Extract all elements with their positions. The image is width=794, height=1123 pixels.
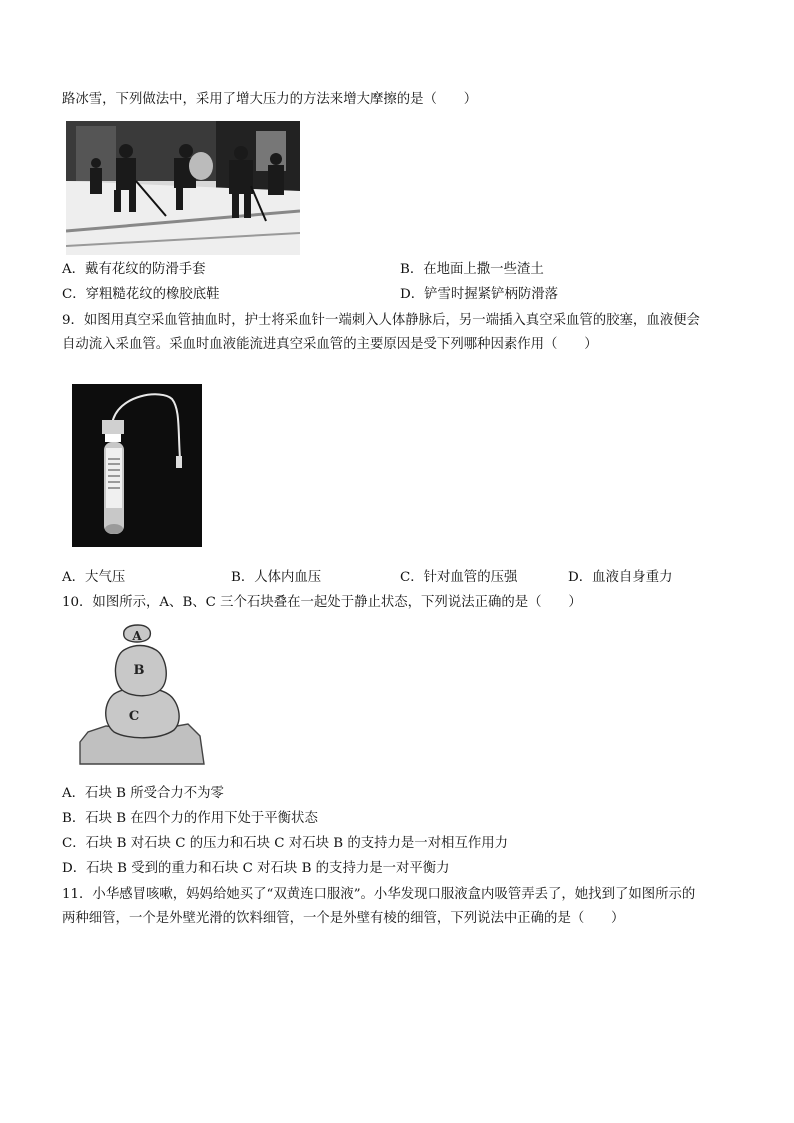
q10-option-c: C．石块 B 对石块 C 的压力和石块 C 对石块 B 的支持力是一对相互作用力 xyxy=(62,836,509,851)
q10-option-b: B．石块 B 在四个力的作用下处于平衡状态 xyxy=(62,811,318,826)
q10-stem: 10．如图所示，A、B、C 三个石块叠在一起处于静止状态，下列说法正确的是（ ） xyxy=(62,595,582,610)
q10-option-d: D．石块 B 受到的重力和石块 C 对石块 B 的支持力是一对平衡力 xyxy=(62,861,450,876)
q9-stem-line1: 9．如图用真空采血管抽血时，护士将采血针一端刺入人体静脉后，另一端插入真空采血管的胶塞，血液便会 xyxy=(62,313,700,328)
q8-option-d: D．铲雪时握紧铲柄防滑落 xyxy=(400,287,559,302)
blood-collection-tube-photo xyxy=(72,384,202,547)
stone-c-label: C xyxy=(128,709,140,724)
q9-option-a: A．大气压 xyxy=(62,570,126,585)
q11-stem-line1: 11．小华感冒咳嗽，妈妈给她买了“双黄连口服液”。小华发现口服液盒内吸管弄丢了，她找到了如图所示的 xyxy=(62,887,696,902)
stacked-stones-figure xyxy=(76,624,206,769)
q9-option-b: B．人体内血压 xyxy=(231,570,322,585)
stone-b-label: B xyxy=(133,663,145,678)
q9-stem-line2: 自动流入采血管。采血时血液能流进真空采血管的主要原因是受下列哪种因素作用（ ） xyxy=(62,337,598,352)
q8-option-c: C．穿粗糙花纹的橡胶底鞋 xyxy=(62,287,220,302)
q8-option-b: B．在地面上撒一些渣土 xyxy=(400,262,544,277)
stone-a-label: A xyxy=(132,629,142,643)
q11-stem-line2: 两种细管，一个是外壁光滑的饮料细管，一个是外壁有棱的细管，下列说法中正确的是（ ） xyxy=(62,911,625,926)
q10-option-a: A．石块 B 所受合力不为零 xyxy=(62,786,224,801)
q9-option-d: D．血液自身重力 xyxy=(568,570,673,585)
q8-stem: 路冰雪，下列做法中，采用了增大压力的方法来增大摩擦的是（ ） xyxy=(62,92,478,107)
q8-option-a: A．戴有花纹的防滑手套 xyxy=(62,262,206,277)
snow-shoveling-photo xyxy=(66,121,300,255)
q9-option-c: C．针对血管的压强 xyxy=(400,570,518,585)
